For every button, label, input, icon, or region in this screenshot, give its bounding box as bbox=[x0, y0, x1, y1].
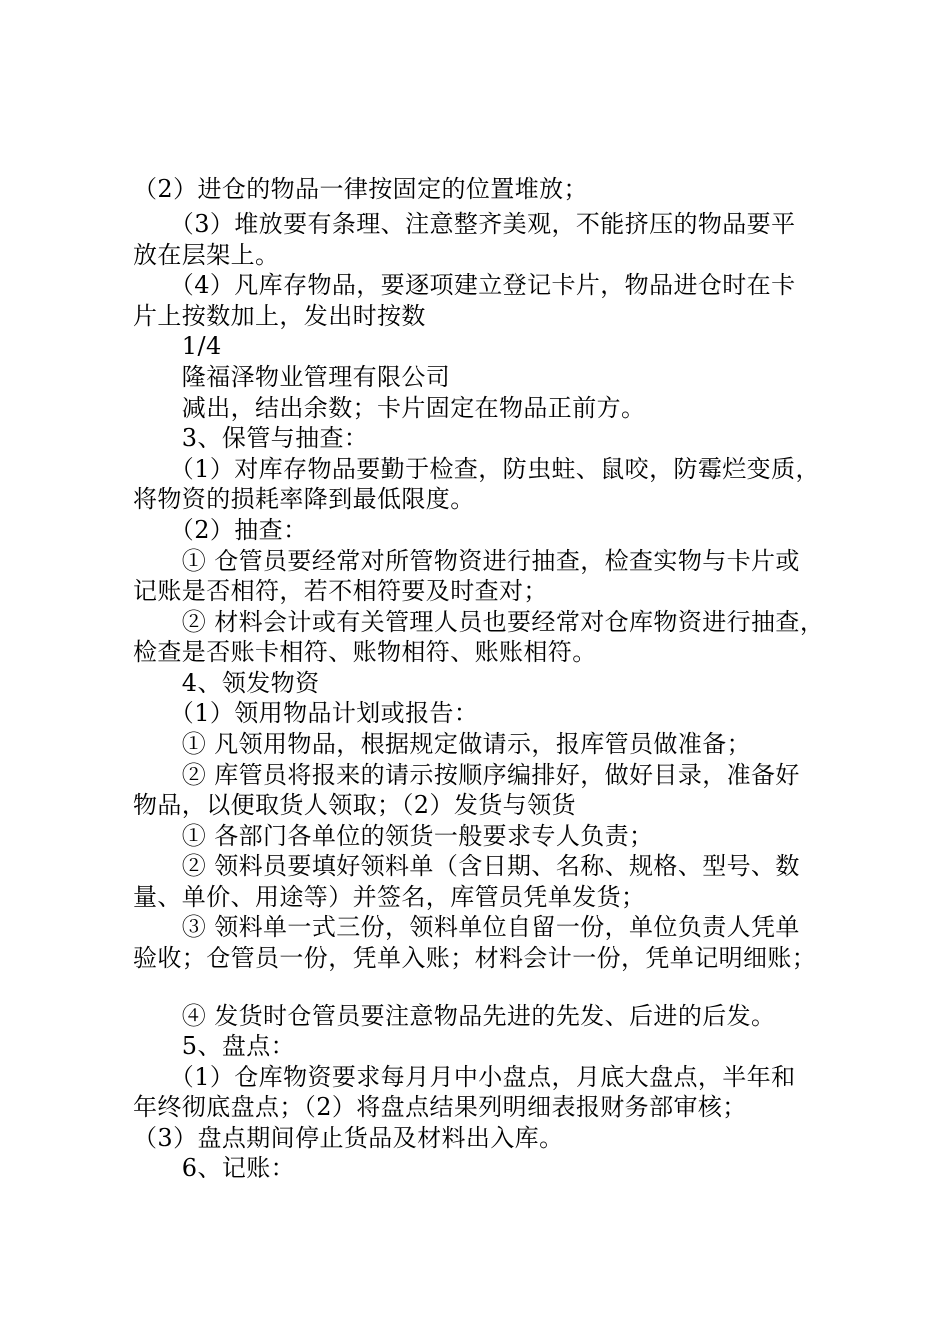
text-line: ① 仓管员要经常对所管物资进行抽查，检查实物与卡片或 bbox=[133, 547, 800, 575]
text-line: ③ 领料单一式三份，领料单位自留一份，单位负责人凭单 bbox=[133, 913, 800, 941]
text-line: 记账是否相符，若不相符要及时查对； bbox=[133, 577, 548, 605]
text-line: 片上按数加上，发出时按数 bbox=[133, 302, 426, 330]
text-line: ② 材料会计或有关管理人员也要经常对仓库物资进行抽查， bbox=[133, 608, 825, 636]
text-line: 减出，结出余数；卡片固定在物品正前方。 bbox=[133, 394, 646, 422]
text-line: （4）凡库存物品，要逐项建立登记卡片，物品进仓时在卡 bbox=[133, 271, 796, 299]
section-heading: 3、保管与抽查： bbox=[133, 424, 369, 452]
text-line: ① 凡领用物品，根据规定做请示，报库管员做准备； bbox=[133, 730, 752, 758]
company-name: 隆福泽物业管理有限公司 bbox=[133, 363, 451, 391]
section-heading: 5、盘点： bbox=[133, 1032, 296, 1060]
section-heading: 4、领发物资 bbox=[133, 669, 320, 697]
text-line: （1）领用物品计划或报告： bbox=[133, 699, 479, 727]
text-line: 量、单价、用途等）并签名，库管员凭单发货； bbox=[133, 883, 646, 911]
text-line: 年终彻底盘点；（2）将盘点结果列明细表报财务部审核； bbox=[133, 1093, 747, 1121]
section-heading: 6、记账： bbox=[133, 1154, 296, 1182]
text-line: （3）盘点期间停止货品及材料出入库。 bbox=[133, 1124, 564, 1152]
text-line: 物品，以便取货人领取；（2）发货与领货 bbox=[133, 791, 576, 819]
text-line: （1）对库存物品要勤于检查，防虫蛀、鼠咬，防霉烂变质， bbox=[133, 455, 820, 483]
text-line: ④ 发货时仓管员要注意物品先进的先发、后进的后发。 bbox=[133, 1002, 776, 1030]
page-number: 1/4 bbox=[133, 332, 222, 360]
text-line: （3）堆放要有条理、注意整齐美观，不能挤压的物品要平 bbox=[133, 210, 796, 238]
text-line: 检查是否账卡相符、账物相符、账账相符。 bbox=[133, 638, 597, 666]
text-line: 放在层架上。 bbox=[133, 241, 280, 269]
text-line: （2）抽查： bbox=[133, 516, 308, 544]
text-line: （2）进仓的物品一律按固定的位置堆放； bbox=[133, 175, 588, 203]
text-line: ② 库管员将报来的请示按顺序编排好，做好目录，准备好 bbox=[133, 761, 800, 789]
text-line: （1）仓库物资要求每月月中小盘点，月底大盘点，半年和 bbox=[133, 1063, 796, 1091]
text-line: ② 领料员要填好领料单（含日期、名称、规格、型号、数 bbox=[133, 852, 800, 880]
text-line: ① 各部门各单位的领货一般要求专人负责； bbox=[133, 822, 654, 850]
text-line: 验收；仓管员一份，凭单入账；材料会计一份，凭单记明细账； bbox=[133, 944, 817, 972]
text-line: 将物资的损耗率降到最低限度。 bbox=[133, 485, 475, 513]
